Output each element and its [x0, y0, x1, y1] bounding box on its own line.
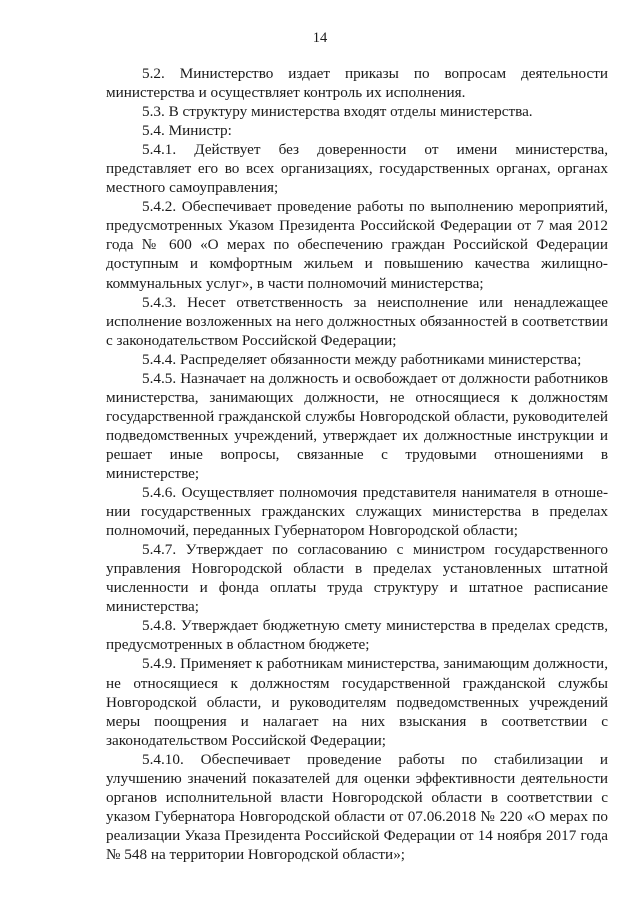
paragraph-5-4-3: 5.4.3. Несет ответственность за неисполнение или ненадлежащее исполнение возложенных на него должностных обязанностей в соответствии с законодательством Российской Федерации;	[106, 293, 608, 349]
document-body	[106, 64, 608, 864]
paragraph-5-4-10: 5.4.10. Обеспечивает проведение работы по стабилизации и улучшению значений показателей для оценки эффективности деятельности органов исполнительной власти Новгородской области в соответствии с указом Губернатора Новгородской области от 07.06.2018 № 220 «О мерах по реализации Указа Президента Российской Федерации от 14 ноября 2017 года № 548 на территории Новгородской области»;	[106, 750, 608, 863]
paragraph-5-4-5: 5.4.5. Назначает на должность и освобождает от должности работников министерства, занимающих должности, не относящиеся к должностям государственной гражданской службы Новгородской области, руководителей подведомственных учреждений, утверждает их должностные инструкции и решает иные вопросы, связанные с трудовыми отношениями в министерстве;	[106, 369, 608, 482]
paragraph-5-4: 5.4. Министр:	[142, 122, 232, 140]
paragraph-5-4-8: 5.4.8. Утверждает бюджетную смету министерства в пределах средств, предусмотренных в областном бюджете;	[106, 617, 608, 654]
paragraph-5-4-9: 5.4.9. Применяет к работникам министерства, занимающим должности, не относящиеся к должностям государственной гражданской службы Новгородской области, и руководителям подведомственных учреждений меры поощрения и налагает на них взыскания в соответствии с законодательством Российской Федерации;	[106, 655, 608, 749]
paragraph-5-2: 5.2. Министерство издает приказы по вопросам деятельности министерства и осуществляет контроль их исполнения.	[106, 65, 608, 102]
page-number: 14	[312, 30, 328, 46]
paragraph-5-4-6: 5.4.6. Осуществляет полномочия представителя нанимателя в отношении государственных гражданских служащих министерства в пределах полномочий, переданных Губернатором Новгородской области;	[106, 484, 608, 540]
paragraph-5-4-1: 5.4.1. Действует без доверенности от имени министерства, представляет его во всех организациях, государственных органах, органах местного самоуправления;	[106, 141, 608, 197]
paragraph-5-4-7: 5.4.7. Утверждает по согласованию с министром государственного управления Новгородской области в пределах установленных штатной численности и фонда оплаты труда структуру и штатное расписание министерства;	[106, 541, 608, 616]
paragraph-5-3: 5.3. В структуру министерства входят отделы министерства.	[142, 103, 533, 121]
paragraph-5-4-4: 5.4.4. Распределяет обязанности между работниками министерства;	[142, 350, 582, 368]
paragraph-5-4-2: 5.4.2. Обеспечивает проведение работы по выполнению мероприятий, предусмотренных Указом Президента Российской Федерации от 7 мая 2012 года № 600 «О мерах по обеспечению граждан Российской Федерации доступным и комфортным жильем и повышению качества жилищно-коммунальных услуг», в части полномочий министерства;	[106, 198, 608, 292]
